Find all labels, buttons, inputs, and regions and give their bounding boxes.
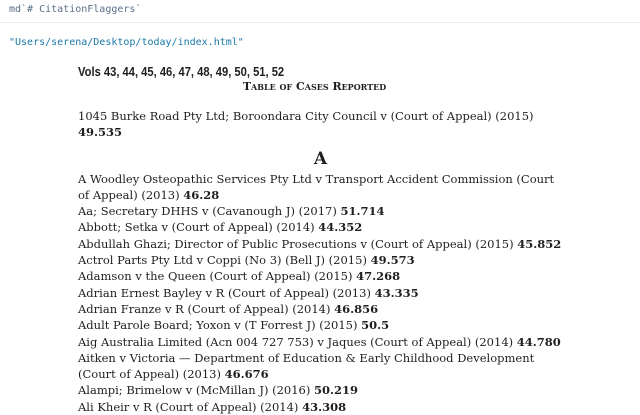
case-reference: 44.352	[318, 220, 363, 235]
case-entry	[78, 285, 563, 301]
case-name: Abdullah Ghazi; Director of Public Prosecutions v (Court of Appeal) (2015)	[78, 236, 518, 251]
case-list	[78, 171, 563, 415]
case-name: Aitken v Victoria — Department of Education & Early Childhood Development (Court of Appeal) (2013)	[78, 350, 535, 382]
document	[78, 60, 563, 415]
table-title: Table of Cases Reported	[242, 80, 387, 93]
case-entry	[78, 203, 563, 219]
case-reference: 49.573	[370, 253, 415, 268]
case-name: Alampi; Brimelow v (McMillan J) (2016)	[78, 383, 314, 398]
code-cell-source[interactable]: md`# CitationFlaggers`	[9, 4, 142, 15]
case-reference: 50.219	[313, 383, 358, 398]
case-name: Adult Parole Board; Yoxon v (T Forrest J) (2015)	[78, 318, 362, 333]
case-name: A Woodley Osteopathic Services Pty Ltd v Transport Accident Commission (Court of Appeal) (2013)	[78, 171, 555, 202]
case-reference: 46.676	[224, 367, 269, 382]
file-path-output: "Users/serena/Desktop/today/index.html"	[9, 37, 244, 48]
section-letter: A	[313, 148, 328, 169]
case-reference: 46.28	[183, 187, 220, 202]
case-name: Adamson v the Queen (Court of Appeal) (2015)	[78, 269, 357, 284]
case-entry	[78, 382, 563, 398]
case-name: Adrian Ernest Bayley v R (Court of Appeal) (2013)	[78, 285, 375, 300]
case-entry	[78, 301, 563, 317]
case-entry	[78, 350, 563, 383]
case-entry	[78, 219, 563, 235]
case-name: 1045 Burke Road Pty Ltd; Boroondara City Council v (Court of Appeal) (2015)	[78, 109, 534, 123]
case-entry	[78, 268, 563, 284]
case-entry	[78, 252, 563, 268]
case-reference: 46.856	[334, 301, 379, 316]
case-name: Actrol Parts Pty Ltd v Coppi (No 3) (Bell J) (2015)	[78, 253, 371, 268]
case-reference: 43.308	[302, 399, 347, 414]
volumes-heading: Vols 43, 44, 45, 46, 47, 48, 49, 50, 51, 52	[78, 64, 285, 79]
case-reference: 45.852	[517, 236, 562, 251]
case-entry	[78, 171, 563, 204]
case-entry	[78, 317, 563, 333]
case-name: Aig Australia Limited (Acn 004 727 753) v Jaques (Court of Appeal) (2014)	[78, 334, 517, 349]
case-reference: 51.714	[340, 204, 385, 219]
code-cell[interactable]	[0, 0, 640, 23]
case-name: Ali Kheir v R (Court of Appeal) (2014)	[78, 399, 303, 414]
case-reference: 49.535	[78, 125, 123, 140]
case-entry	[78, 334, 563, 350]
case-entry	[78, 236, 563, 252]
case-reference: 47.268	[356, 269, 401, 284]
case-name: Aa; Secretary DHHS v (Cavanough J) (2017)	[78, 204, 341, 219]
case-reference: 43.335	[374, 285, 419, 300]
case-name: Abbott; Setka v (Court of Appeal) (2014)	[78, 220, 319, 235]
case-entry	[78, 108, 563, 141]
case-reference: 44.780	[516, 334, 561, 349]
case-reference: 50.5	[361, 318, 390, 333]
case-name: Adrian Franze v R (Court of Appeal) (2014)	[78, 301, 335, 316]
case-entry	[78, 399, 563, 415]
